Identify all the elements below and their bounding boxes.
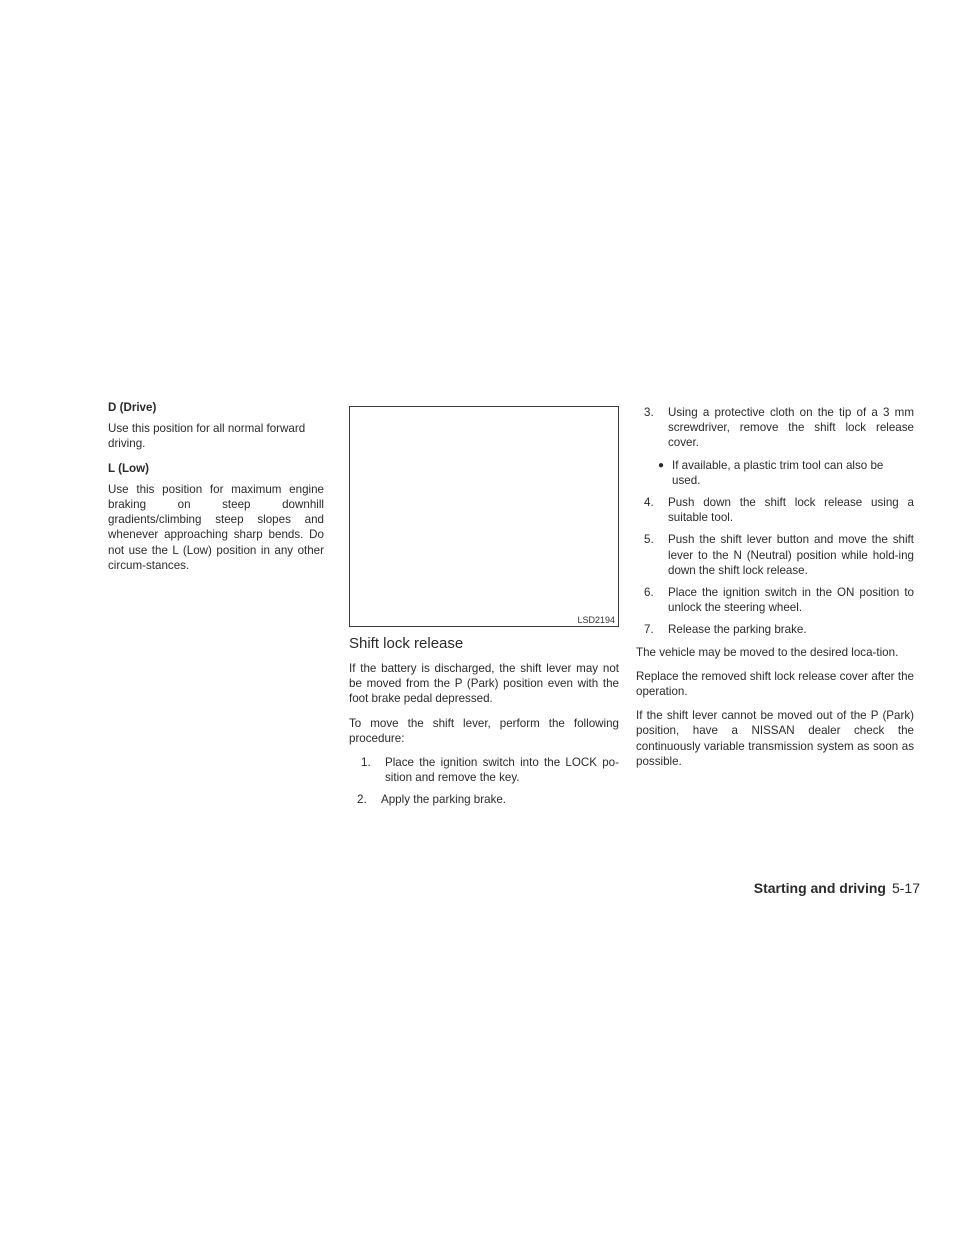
step-item [636, 405, 914, 451]
step-number: 3. [644, 406, 654, 419]
step-item [636, 622, 914, 637]
right-column [636, 405, 914, 778]
step-text: Using a protective cloth on the tip of a 3 mm screwdriver, remove the shift lock release cover. [668, 406, 914, 450]
bullet-item [658, 458, 914, 488]
intro-paragraph: If the battery is discharged, the shift lever may not be moved from the P (Park) position even with the foot brake pedal depressed. [349, 662, 619, 706]
step-number: 1. [361, 756, 371, 770]
low-heading: L (Low) [108, 461, 149, 475]
low-text: Use this position for maximum engine braking on steep downhill gradients/climbing steep slopes and whenever approaching sharp bends. Do not use the L (Low) position in any other circum-stances. [108, 482, 324, 572]
step-number: 6. [644, 586, 654, 600]
left-column [108, 400, 324, 582]
after-paragraph: Replace the removed shift lock release cover after the operation. [636, 669, 914, 699]
section-title: Shift lock release [349, 635, 464, 652]
bullet-icon: ● [658, 459, 665, 471]
step-number: 2. [357, 793, 367, 807]
drive-heading: D (Drive) [108, 401, 157, 414]
step-item [636, 532, 914, 578]
after-paragraph: If the shift lever cannot be moved out of the P (Park) position, have a NISSAN dealer check the continuously variable transmission system as soon as possible. [636, 709, 914, 768]
page-number: 5-17 [891, 880, 920, 896]
step-text: Apply the parking brake. [381, 793, 507, 807]
bullet-text: If available, a plastic trim tool can also be used. [672, 458, 884, 487]
step-text: Push the shift lever button and move the shift lever to the N (Neutral) position while hold-ing down the shift lock release. [668, 533, 914, 577]
step-item [349, 792, 619, 807]
step-item [636, 585, 914, 615]
step-number: 5. [644, 533, 654, 547]
figure-code: LSD2194 [577, 615, 615, 625]
page-footer [690, 880, 920, 896]
middle-column [349, 635, 619, 815]
step-item [349, 755, 619, 785]
step-text: Place the ignition switch in the ON position to unlock the steering wheel. [668, 586, 914, 615]
step-number: 4. [644, 496, 654, 510]
step-item [636, 495, 914, 525]
procedure-paragraph: To move the shift lever, perform the following procedure: [349, 716, 619, 745]
step-number: 7. [644, 623, 654, 637]
step-text: Place the ignition switch into the LOCK po-sition and remove the key. [385, 756, 619, 785]
step-text: Release the parking brake. [668, 623, 807, 637]
after-paragraph: The vehicle may be moved to the desired loca-tion. [636, 645, 899, 659]
footer-section: Starting and driving [753, 880, 886, 896]
step-text: Push down the shift lock release using a suitable tool. [668, 496, 914, 525]
shift-lock-figure [349, 406, 619, 627]
drive-text: Use this position for all normal forward driving. [108, 422, 306, 451]
